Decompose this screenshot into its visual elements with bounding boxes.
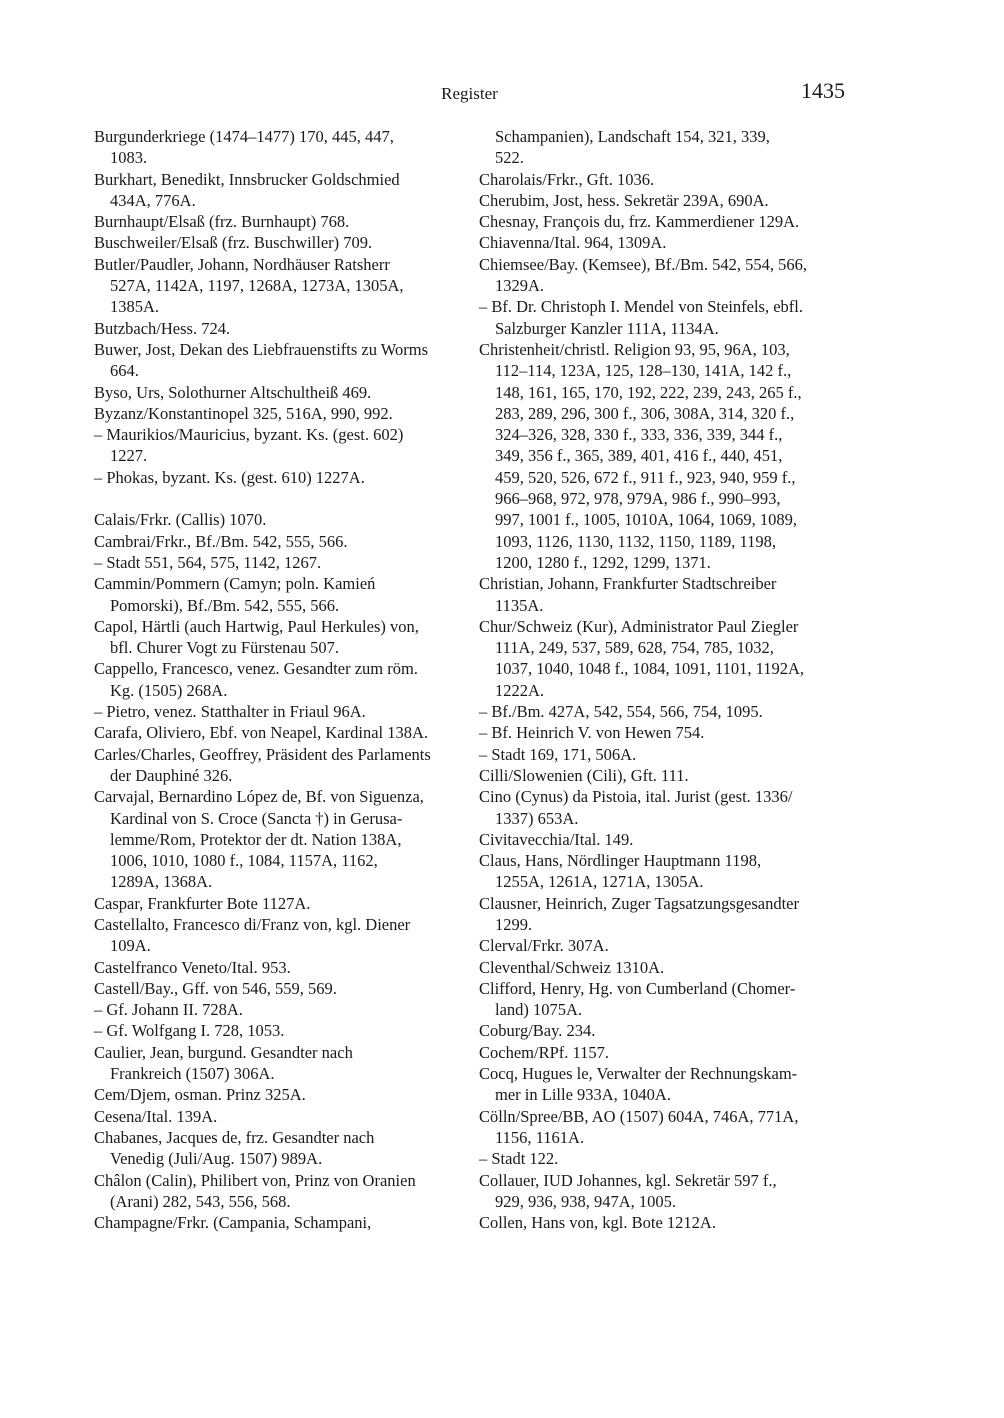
index-entry: Chur/Schweiz (Kur), Administrator Paul Ziegler 111A, 249, 537, 589, 628, 754, 785, 1032, 1037, 1040, 1048 f., 1084, 1091, 1101, 1192A, 1222A.	[479, 616, 805, 700]
index-entry: Collen, Hans von, kgl. Bote 1212A.	[479, 1213, 716, 1233]
index-entry: Cappello, Francesco, venez. Gesandter zum röm. Kg. (1505) 268A.	[94, 659, 418, 700]
index-entry: – Stadt 122.	[479, 1149, 559, 1169]
index-entry: – Maurikios/Mauricius, byzant. Ks. (gest. 602) 1227.	[94, 425, 404, 466]
index-entry: – Gf. Johann II. 728A.	[94, 1000, 243, 1020]
section-gap	[94, 488, 466, 509]
index-entry: Buwer, Jost, Dekan des Liebfrauenstifts zu Worms 664.	[94, 339, 429, 381]
index-entry: Christenheit/christl. Religion 93, 95, 96A, 103, 112–114, 123A, 125, 128–130, 141A, 142 f., 148, 161, 165, 170, 192, 222, 239, 243, 265 f., 283, 289, 296, 300 f., 306, 308A, 314, 320 f., 324–326, 328, 330 f., 333, 336, 339, 344 f., 349, 356 f., 365, 389, 401, 416 f., 440, 451, 459, 520, 526, 672 f., 911 f., 923, 940, 959 f., 966–968, 972, 978, 979A, 986 f., 990–993, 997, 1001 f., 1005, 1010A, 1064, 1069, 1089, 1093, 1126, 1130, 1132, 1150, 1189, 1198, 1200, 1280 f., 1292, 1299, 1371.	[479, 339, 802, 572]
index-entry: Cilli/Slowenien (Cili), Gft. 111.	[479, 765, 689, 785]
index-entry: Carles/Charles, Geoffrey, Präsident des Parlaments der Dauphiné 326.	[94, 744, 431, 785]
index-entry: Clausner, Heinrich, Zuger Tagsatzungsgesandter 1299.	[479, 893, 799, 934]
index-entry: Châlon (Calin), Philibert von, Prinz von Oranien (Arani) 282, 543, 556, 568.	[94, 1170, 416, 1211]
index-entry: Carafa, Oliviero, Ebf. von Neapel, Kardinal 138A.	[94, 723, 429, 743]
index-entry: – Stadt 169, 171, 506A.	[479, 744, 637, 764]
index-entry: Cherubim, Jost, hess. Sekretär 239A, 690A.	[479, 190, 769, 210]
index-entry: Charolais/Frkr., Gft. 1036.	[479, 169, 655, 189]
index-entry: Buschweiler/Elsaß (frz. Buschwiller) 709.	[94, 233, 373, 253]
page-number: 1435	[801, 78, 845, 103]
index-entry: Cino (Cynus) da Pistoia, ital. Jurist (gest. 1336/ 1337) 653A.	[479, 787, 793, 828]
index-entry: Burgunderkriege (1474–1477) 170, 445, 447, 1083.	[94, 127, 394, 168]
index-entry: Cölln/Spree/BB, AO (1507) 604A, 746A, 771A, 1156, 1161A.	[479, 1106, 799, 1147]
left-column	[94, 126, 466, 1233]
index-entry: – Stadt 551, 564, 575, 1142, 1267.	[94, 552, 322, 572]
index-entry: Caulier, Jean, burgund. Gesandter nach Frankreich (1507) 306A.	[94, 1042, 353, 1084]
index-entry: Cem/Djem, osman. Prinz 325A.	[94, 1085, 306, 1105]
index-entry: Castelfranco Veneto/Ital. 953.	[94, 957, 291, 977]
index-entry: Cesena/Ital. 139A.	[94, 1106, 218, 1126]
index-entry: Caspar, Frankfurter Bote 1127A.	[94, 893, 311, 913]
right-column	[479, 126, 851, 1233]
index-entry: Clerval/Frkr. 307A.	[479, 936, 609, 956]
index-entry: Butzbach/Hess. 724.	[94, 318, 231, 338]
index-entry: Cocq, Hugues le, Verwalter der Rechnungskam- mer in Lille 933A, 1040A.	[479, 1064, 798, 1105]
index-entry: – Pietro, venez. Statthalter in Friaul 96A.	[94, 702, 366, 722]
index-entry: Clifford, Henry, Hg. von Cumberland (Chomer- land) 1075A.	[479, 978, 796, 1020]
index-entry: Claus, Hans, Nördlinger Hauptmann 1198, 1255A, 1261A, 1271A, 1305A.	[479, 851, 762, 892]
page-header	[94, 78, 845, 108]
index-entry: Cleventhal/Schweiz 1310A.	[479, 957, 665, 977]
index-entry: Cammin/Pommern (Camyn; poln. Kamień Pomorski), Bf./Bm. 542, 555, 566.	[94, 574, 376, 615]
index-entry: Calais/Frkr. (Callis) 1070.	[94, 510, 267, 530]
index-entry: Chabanes, Jacques de, frz. Gesandter nach Venedig (Juli/Aug. 1507) 989A.	[94, 1127, 375, 1169]
index-entry: Chiemsee/Bay. (Kemsee), Bf./Bm. 542, 554, 566, 1329A.	[479, 254, 807, 296]
index-entry: – Bf. Heinrich V. von Hewen 754.	[479, 723, 705, 743]
index-entry: Cambrai/Frkr., Bf./Bm. 542, 555, 566.	[94, 531, 348, 551]
index-entry: Capol, Härtli (auch Hartwig, Paul Herkules) von, bfl. Churer Vogt zu Fürstenau 507.	[94, 616, 419, 658]
index-entry: – Bf. Dr. Christoph I. Mendel von Steinfels, ebfl. Salzburger Kanzler 111A, 1134A.	[479, 297, 804, 338]
index-entry: Collauer, IUD Johannes, kgl. Sekretär 597 f., 929, 936, 938, 947A, 1005.	[479, 1170, 777, 1211]
index-entry: – Phokas, byzant. Ks. (gest. 610) 1227A.	[94, 467, 365, 487]
index-entry: – Bf./Bm. 427A, 542, 554, 566, 754, 1095.	[479, 702, 763, 722]
index-entry: Schampanien), Landschaft 154, 321, 339, 522.	[495, 127, 770, 168]
running-title: Register	[441, 84, 498, 103]
index-entry: Burnhaupt/Elsaß (frz. Burnhaupt) 768.	[94, 212, 350, 232]
index-entry: Byzanz/Konstantinopel 325, 516A, 990, 992.	[94, 403, 393, 423]
index-entry: Chesnay, François du, frz. Kammerdiener 129A.	[479, 212, 800, 232]
index-entry: Carvajal, Bernardino López de, Bf. von Siguenza, Kardinal von S. Croce (Sancta †) in Gerusa- lemme/Rom, Protektor der dt. Nation 138A, 1006, 1010, 1080 f., 1084, 1157A, 1162, 1289A, 1368A.	[94, 787, 424, 892]
index-entry: Butler/Paudler, Johann, Nordhäuser Ratsherr 527A, 1142A, 1197, 1268A, 1273A, 1305A, 1385A.	[94, 254, 404, 317]
index-entry: Civitavecchia/Ital. 149.	[479, 829, 634, 849]
index-entry: Coburg/Bay. 234.	[479, 1021, 596, 1041]
index-entry: – Gf. Wolfgang I. 728, 1053.	[94, 1021, 285, 1041]
index-entry: Castellalto, Francesco di/Franz von, kgl. Diener 109A.	[94, 914, 411, 956]
index-entry: Champagne/Frkr. (Campania, Schampani,	[94, 1213, 372, 1233]
index-entry: Chiavenna/Ital. 964, 1309A.	[479, 233, 667, 253]
index-entry: Burkhart, Benedikt, Innsbrucker Goldschmied 434A, 776A.	[94, 169, 400, 210]
index-entry: Byso, Urs, Solothurner Altschultheiß 469.	[94, 382, 372, 402]
index-entry: Castell/Bay., Gff. von 546, 559, 569.	[94, 978, 337, 998]
index-entry: Christian, Johann, Frankfurter Stadtschreiber 1135A.	[479, 574, 777, 615]
index-entry: Cochem/RPf. 1157.	[479, 1042, 610, 1062]
